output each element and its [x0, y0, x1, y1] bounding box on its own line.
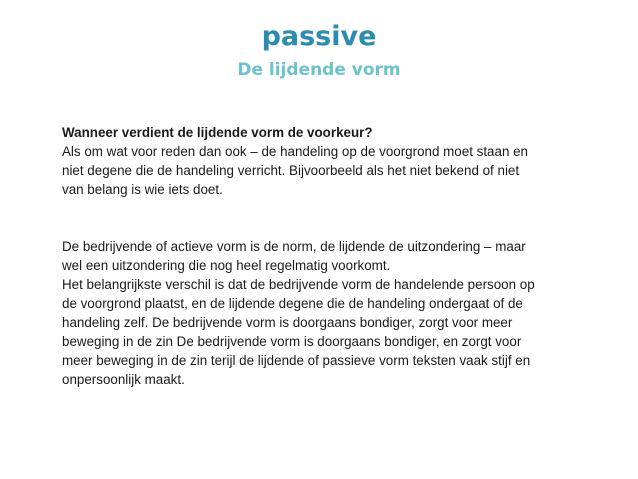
paragraph-when-passive [62, 123, 582, 199]
slide-title: passive [261, 21, 377, 52]
text-line: handeling zelf. De bedrijvende vorm is doorgaans bondiger, zorgt voor meer [62, 315, 513, 330]
text-line: De bedrijvende of actieve vorm is de norm, de lijdende de uitzondering – maar [62, 239, 526, 254]
text-line: onpersoonlijk maakt. [62, 372, 185, 387]
question-line: Wanneer verdient de lijdende vorm de voorkeur? [62, 125, 373, 140]
text-line: meer beweging in de zin terijl de lijdende of passieve vorm teksten vaak stijf en [62, 353, 531, 368]
text-line: de voorgrond plaatst, en de lijdende degene die de handeling ondergaat of de [62, 296, 523, 311]
text-line: niet degene die de handeling verricht. Bijvoorbeeld als het niet bekend of niet [62, 163, 520, 178]
text-line: Als om wat voor reden dan ook – de handeling op de voorgrond moet staan en [62, 144, 529, 159]
text-line: wel een uitzondering die nog heel regelmatig voorkomt. [62, 258, 391, 273]
text-line: Het belangrijkste verschil is dat de bedrijvende vorm de handelende persoon op [62, 277, 535, 292]
slide-subtitle: De lijdende vorm [237, 60, 401, 80]
text-line: van belang is wie iets doet. [62, 182, 223, 197]
text-line: beweging in de zin De bedrijvende vorm is doorgaans bondiger, en zorgt voor [62, 334, 522, 349]
paragraph-active-vs-passive [62, 237, 582, 389]
